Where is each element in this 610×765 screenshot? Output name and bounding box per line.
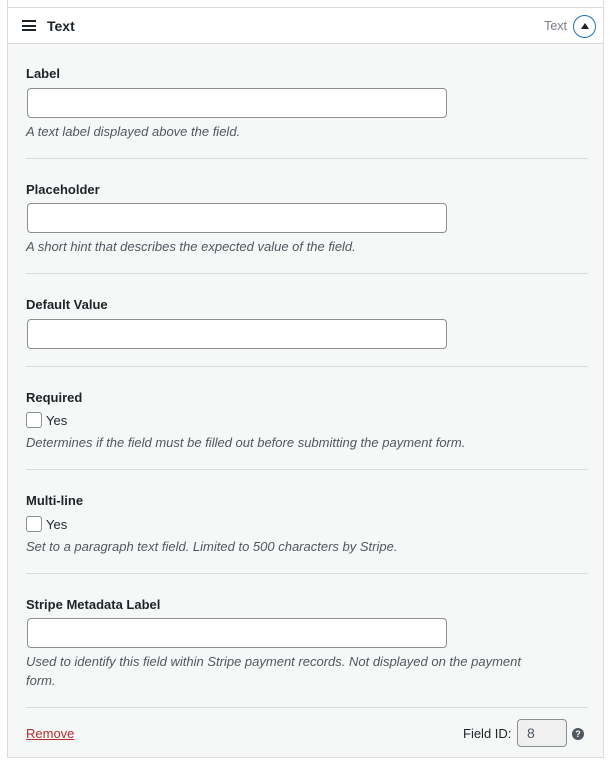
default-value-input[interactable] (27, 319, 447, 349)
multiline-checkbox[interactable] (26, 516, 42, 532)
divider (26, 469, 588, 470)
metadata-label-field-label: Stripe Metadata Label (26, 597, 161, 612)
placeholder-input[interactable] (27, 203, 447, 233)
default-value-field-label: Default Value (26, 297, 108, 312)
metadata-label-input[interactable] (27, 618, 447, 648)
question-circle-icon[interactable]: ? (572, 728, 584, 740)
divider (26, 707, 588, 708)
divider (26, 158, 588, 159)
divider (26, 366, 588, 367)
field-settings-panel (7, 7, 604, 758)
panel-title: Text (47, 18, 75, 34)
required-description: Determines if the field must be filled out before submitting the payment form. (26, 435, 466, 450)
field-id-label: Field ID: (463, 726, 512, 741)
field-id-value: 8 (517, 719, 567, 747)
chevron-up-icon (581, 23, 589, 29)
required-checkbox[interactable] (26, 412, 42, 428)
divider (26, 273, 588, 274)
label-description: A text label displayed above the field. (26, 124, 241, 139)
metadata-label-description-line2: form. (26, 673, 56, 688)
placeholder-description: A short hint that describes the expected value of the field. (26, 239, 356, 254)
field-type-label: Text (544, 19, 567, 33)
label-input[interactable] (27, 88, 447, 118)
collapse-toggle-button[interactable] (573, 15, 596, 38)
required-checkbox-label[interactable]: Yes (46, 413, 68, 428)
multiline-description: Set to a paragraph text field. Limited to 500 characters by Stripe. (26, 539, 398, 554)
label-field-label: Label (26, 66, 60, 81)
multiline-checkbox-label[interactable]: Yes (46, 517, 68, 532)
panel-header[interactable] (8, 8, 603, 44)
remove-link[interactable]: Remove (26, 726, 75, 741)
metadata-label-description-line1: Used to identify this field within Stripe payment records. Not displayed on the payment (26, 654, 521, 669)
multiline-field-label: Multi-line (26, 493, 84, 508)
placeholder-field-label: Placeholder (26, 182, 100, 197)
divider (26, 573, 588, 574)
required-field-label: Required (26, 390, 83, 405)
hamburger-icon[interactable] (22, 20, 36, 31)
